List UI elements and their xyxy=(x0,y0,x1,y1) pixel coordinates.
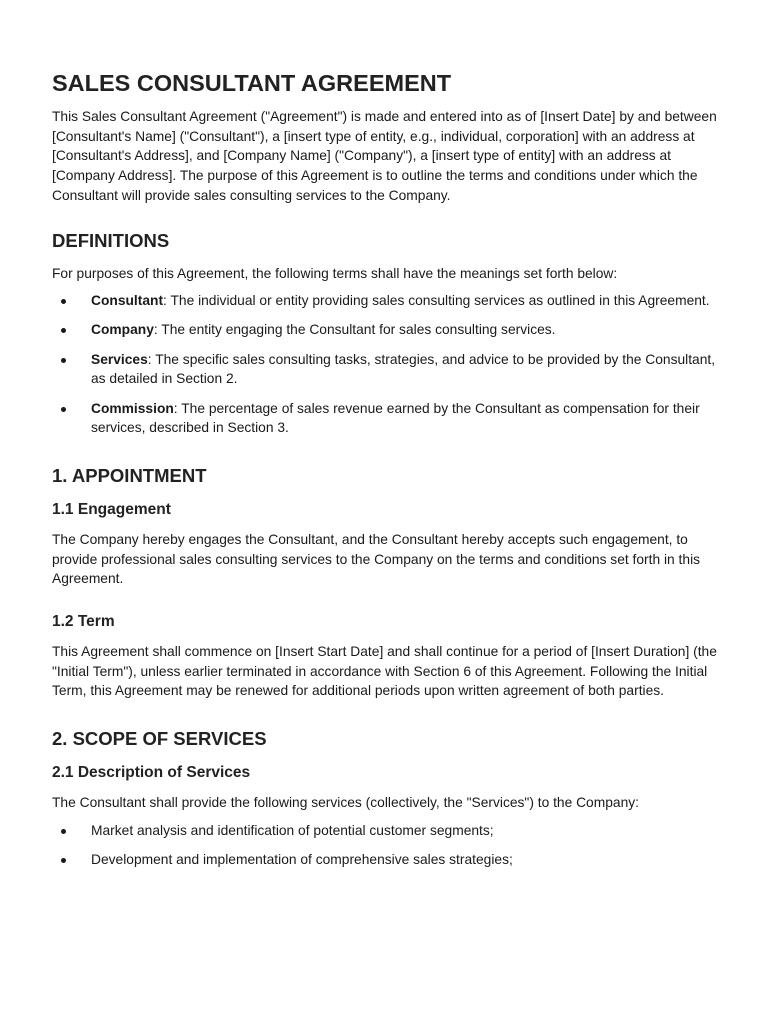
service-item xyxy=(52,821,722,841)
definition-item xyxy=(52,350,722,389)
bullet-icon xyxy=(61,858,66,863)
service-text: Market analysis and identification of potential customer segments; xyxy=(91,822,494,838)
document-title: SALES CONSULTANT AGREEMENT xyxy=(52,70,452,96)
services-description-heading: 2.1 Description of Services xyxy=(52,764,251,782)
definition-item xyxy=(52,320,722,340)
document-page xyxy=(52,68,722,895)
appointment-heading: 1. APPOINTMENT xyxy=(52,464,207,486)
definition-term: Services xyxy=(91,351,148,367)
definitions-list xyxy=(52,291,722,438)
definition-term: Company xyxy=(91,322,154,338)
service-item xyxy=(52,850,722,870)
intro-paragraph: This Sales Consultant Agreement ("Agreement") is made and entered into as of [Insert Date] by and between [Consultant's Name] ("Consultant"), a [insert type of entity, e.g., individual, corporation] with an address at [Consultant's Address], and [Company Name] ("Company"), a [insert type of entity] with an address at [Company Address]. The purpose of this Agreement is to outline the terms and conditions under which the Consultant will provide sales consulting services to the Company. xyxy=(52,109,717,203)
services-list xyxy=(52,821,722,870)
definition-text: : The individual or entity providing sales consulting services as outlined in this Agreement. xyxy=(163,293,710,309)
bullet-icon xyxy=(61,358,66,363)
definitions-heading: DEFINITIONS xyxy=(52,229,170,251)
definition-text: : The specific sales consulting tasks, strategies, and advice to be provided by the Consultant, as detailed in Section 2. xyxy=(91,351,716,387)
scope-heading: 2. SCOPE OF SERVICES xyxy=(52,728,267,750)
bullet-icon xyxy=(61,407,66,412)
bullet-icon xyxy=(61,328,66,333)
definition-text: : The percentage of sales revenue earned by the Consultant as compensation for their services, described in Section 3. xyxy=(91,400,700,436)
term-heading: 1.2 Term xyxy=(52,613,115,631)
definition-term: Consultant xyxy=(91,293,164,309)
service-text: Development and implementation of comprehensive sales strategies; xyxy=(91,852,513,868)
engagement-paragraph: The Company hereby engages the Consultant, and the Consultant hereby accepts such engagement, to provide professional sales consulting services to the Company on the terms and conditions set forth in this Agreement. xyxy=(52,531,701,587)
definition-text: : The entity engaging the Consultant for sales consulting services. xyxy=(153,322,556,338)
definition-item xyxy=(52,291,722,311)
definition-item xyxy=(52,399,722,438)
bullet-icon xyxy=(61,829,66,834)
bullet-icon xyxy=(61,299,66,304)
engagement-heading: 1.1 Engagement xyxy=(52,500,171,518)
definitions-intro: For purposes of this Agreement, the following terms shall have the meanings set forth below: xyxy=(52,265,618,281)
definition-term: Commission xyxy=(91,400,174,416)
term-paragraph: This Agreement shall commence on [Insert Start Date] and shall continue for a period of [Insert Duration] (the "Initial Term"), unless earlier terminated in accordance with Section 6 of this Agreement. Following the Initial Term, this Agreement may be renewed for additional periods upon written agreement of both parties. xyxy=(52,644,717,699)
services-intro: The Consultant shall provide the following services (collectively, the "Services") to the Company: xyxy=(52,795,639,811)
